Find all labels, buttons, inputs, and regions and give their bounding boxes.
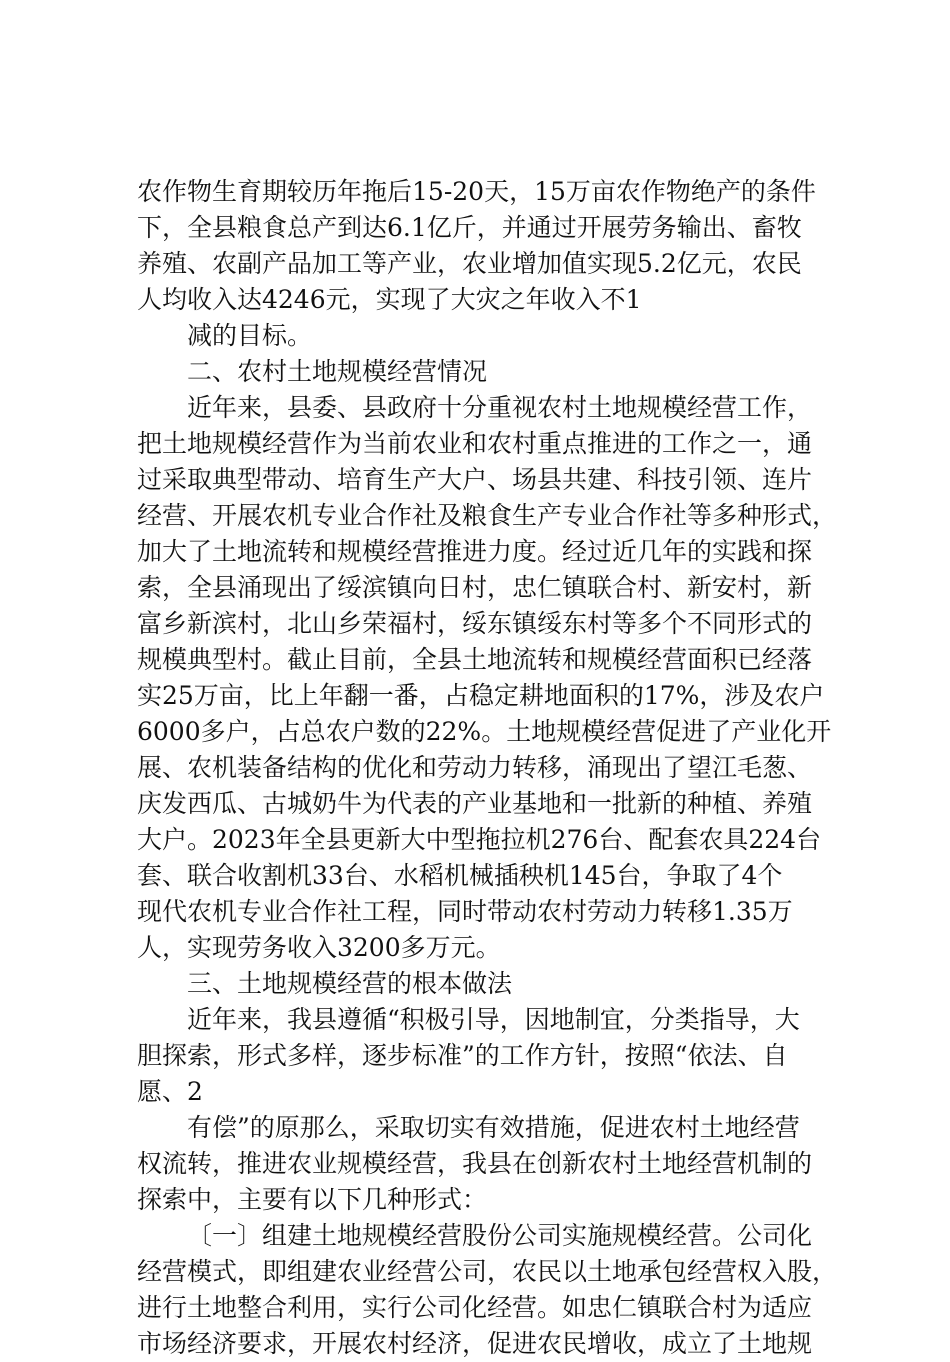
text-line: 现代农机专业合作社工程，同时带动农村劳动力转移1.35万 — [137, 897, 793, 926]
text-line: 养殖、农副产品加工等产业，农业增加值实现5.2亿元，农民 — [137, 249, 802, 278]
paragraph-start: 近年来，我县遵循“积极引导，因地制宜，分类指导，大 — [187, 1005, 800, 1034]
text-line: 经营、开展农机专业合作社及粮食生产专业合作社等多种形式， — [137, 501, 838, 530]
text-line: 农作物生育期较历年拖后15-20天，15万亩农作物绝产的条件 — [137, 177, 816, 206]
text-line: 套、联合收割机33台、水稻机械插秧机145台，争取了4个 — [137, 861, 783, 890]
text-line: 展、农机装备结构的优化和劳动力转移，涌现出了望江毛葱、 — [137, 753, 813, 782]
text-line: 索，全县涌现出了绥滨镇向日村，忠仁镇联合村、新安村，新 — [137, 573, 813, 602]
text-line: 过采取典型带动、培育生产大户、场县共建、科技引领、连片 — [137, 465, 813, 494]
text-line: 减的目标。 — [187, 321, 313, 350]
text-line: 市场经济要求，开展农村经济，促进农民增收，成立了土地规 — [137, 1329, 813, 1358]
text-line: 经营模式，即组建农业经营公司，农民以土地承包经营权入股， — [137, 1257, 838, 1286]
text-line: 6000多户，占总农户数的22%。土地规模经营促进了产业化开 — [137, 717, 832, 746]
text-line: 人，实现劳务收入3200多万元。 — [137, 933, 501, 962]
section-heading: 三、土地规模经营的根本做法 — [187, 969, 513, 998]
text-line: 胆探索，形式多样，逐步标准”的工作方针，按照“依法、自 — [137, 1041, 788, 1070]
text-line: 加大了土地流转和规模经营推进力度。经过近几年的实践和探 — [137, 537, 813, 566]
text-line: 探索中，主要有以下几种形式： — [137, 1185, 488, 1214]
text-line: 人均收入达4246元，实现了大灾之年收入不1 — [137, 285, 642, 314]
paragraph-start: 有偿”的原那么，采取切实有效措施，促进农村土地经营 — [187, 1113, 800, 1142]
text-line: 权流转，推进农业规模经营，我县在创新农村土地经营机制的 — [137, 1149, 813, 1178]
text-line: 富乡新滨村，北山乡荣福村，绥东镇绥东村等多个不同形式的 — [137, 609, 813, 638]
section-heading: 二、农村土地规模经营情况 — [187, 357, 488, 386]
text-line: 庆发西瓜、古城奶牛为代表的产业基地和一批新的种植、养殖 — [137, 789, 813, 818]
text-line: 规模典型村。截止目前，全县土地流转和规模经营面积已经落 — [137, 645, 813, 674]
text-line: 实25万亩，比上年翻一番，占稳定耕地面积的17%，涉及农户 — [137, 681, 825, 710]
paragraph-start: 近年来，县委、县政府十分重视农村土地规模经营工作， — [187, 393, 813, 422]
subsection-heading: 〔一〕组建土地规模经营股份公司实施规模经营。公司化 — [187, 1221, 813, 1250]
text-line: 进行土地整合利用，实行公司化经营。如忠仁镇联合村为适应 — [137, 1293, 813, 1322]
text-line: 下，全县粮食总产到达6.1亿斤，并通过开展劳务输出、畜牧 — [137, 213, 802, 242]
text-line: 愿、2 — [137, 1077, 203, 1106]
text-line: 把土地规模经营作为当前农业和农村重点推进的工作之一，通 — [137, 429, 813, 458]
text-line: 大户。2023年全县更新大中型拖拉机276台、配套农具224台 — [137, 825, 822, 854]
